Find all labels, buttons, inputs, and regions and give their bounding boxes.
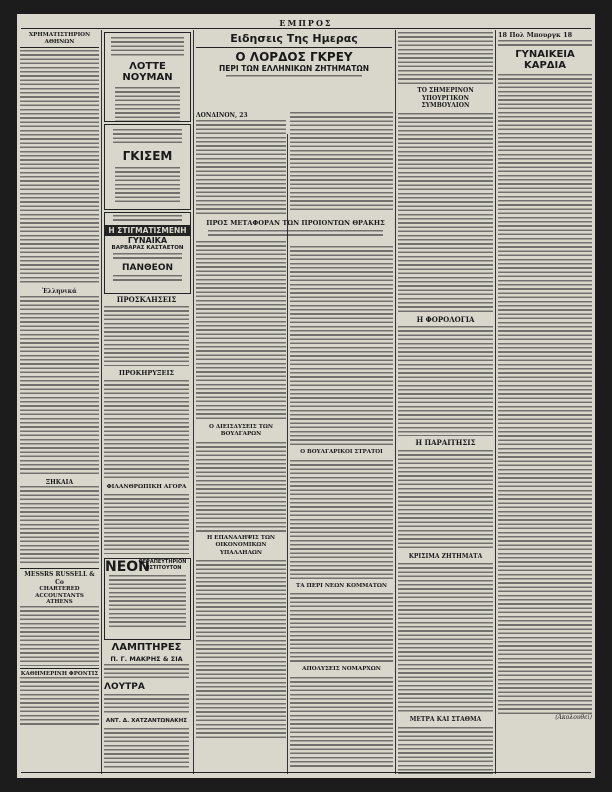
- ad-stigmatismeni: [104, 212, 191, 294]
- article-text: [398, 450, 493, 550]
- article-text: [196, 442, 286, 532]
- article-text: [290, 677, 393, 767]
- ad-gkisem: [104, 124, 191, 210]
- newspaper-name: ΕΜΠΡΟΣ: [279, 18, 333, 28]
- serial-text: [498, 74, 592, 714]
- pantheon-title: ΠΑΝΘΕΟΝ: [121, 263, 173, 273]
- politics-column: [398, 32, 493, 774]
- bottom-rule: [21, 772, 591, 773]
- ads-column: [104, 32, 191, 774]
- headline: Ο ΛΟΡΔΟΣ ΓΚΡΕΥ: [235, 50, 353, 64]
- serial-column: [498, 32, 592, 774]
- metra-heading: ΜΕΤΡΑ ΚΑΙ ΣΤΑΘΜΑ: [409, 716, 482, 723]
- neon-title: ΝΕΟΝ: [105, 559, 150, 575]
- footer-heading: ΚΑΘΗΜΕΡΙΝΗ ΦΡΟΝΤΙΣ: [20, 670, 99, 677]
- prokirykseis-heading: ΠΡΟΚΗΡΥΞΕΙΣ: [118, 369, 175, 377]
- article-text: [196, 241, 286, 421]
- column-divider: [101, 30, 102, 774]
- lamptires-firm: Π. Γ. ΜΑΚΡΗΣ & ΣΙΑ: [110, 655, 183, 663]
- xatzantonakis-title: ΑΝΤ. Δ. ΧΑΤΖΑΝΤΩΝΑΚΗΣ: [105, 718, 188, 724]
- article-text: [196, 120, 286, 215]
- ad-lotto: [104, 32, 191, 122]
- stock-heading: ΧΡΗΜΑΤΙΣΤΗΡΙΟΝ ΑΘΗΝΩΝ: [28, 32, 91, 45]
- article-text: [196, 560, 286, 740]
- article-text: [398, 326, 493, 436]
- stigmatismeni-author: ΒΑΡΒΑΡΑΣ ΚΑΣΤΑΕΤΟΝ: [111, 245, 184, 251]
- forologia-heading: Η ΦΟΡΟΛΟΓΙΑ: [416, 314, 475, 324]
- ad-text: [20, 606, 99, 666]
- serial-continued: (Ακολουθεί): [555, 713, 592, 721]
- ad-accountants: CHARTERED ACCOUNTANTS: [35, 586, 84, 599]
- article-text: [398, 563, 493, 713]
- article-text: [398, 113, 493, 313]
- lamptires-title: ΛΑΜΠΤΗΡΕΣ: [111, 642, 182, 653]
- stigmatismeni-subtitle: ΓΥΝΑΙΚΑ: [127, 236, 168, 245]
- lotto-title: ΛΟΤΤΕ ΝΟΥΜΑΝ: [122, 61, 173, 83]
- masthead-rule: [21, 28, 591, 29]
- center-left-column: [196, 112, 286, 774]
- page-number-right: 18: [563, 32, 573, 39]
- article-text: [20, 296, 99, 476]
- filanthropiki-heading: ΦΙΛΑΝΘΡΩΠΙΚΗ ΑΓΟΡΑ: [106, 484, 187, 490]
- loutra-title: ΛΟΥΤΡΑ: [104, 682, 145, 692]
- page-number: 18: [498, 32, 508, 39]
- serial-author: Πολ Μπουργκ: [509, 32, 561, 39]
- center-right-column: [290, 112, 393, 774]
- ad-russell: MESSRS RUSSELL & Co: [24, 571, 95, 586]
- paraitiseis-heading: Η ΠΑΡΑΙΤΗΣΙΣ: [415, 438, 476, 447]
- voulgarikoi-heading: Ο ΒΟΥΛΓΑΡΙΚΟΙ ΣΤΡΑΤΟΙ: [300, 449, 383, 455]
- kommata-heading: ΤΑ ΠΕΡΙ ΝΕΩΝ ΚΟΜΜΑΤΩΝ: [296, 582, 387, 589]
- section-heading: Ἑλληνικά: [42, 288, 77, 295]
- gkisem-title: ΓΚΙΣΕΜ: [122, 149, 173, 163]
- dieisdyseis-heading: Ο ΔΙΕΙΣΔΥΣΕΙΣ ΤΩΝ ΒΟΥΛΓΑΡΩΝ: [209, 423, 273, 437]
- article-text: [104, 380, 189, 480]
- article-text: [398, 727, 493, 775]
- article-text: [290, 460, 393, 580]
- nomarchon-heading: ΑΠΟΛΥΣΕΙΣ ΝΟΜΑΡΧΩΝ: [302, 666, 381, 672]
- proskliseis-heading: ΠΡΟΣΚΛΗΣΕΙΣ: [116, 295, 177, 304]
- section-title: Ειδησεις Της Ημερας: [230, 32, 358, 45]
- article-text: [104, 494, 189, 554]
- thrace-heading: ΠΡΟΣ ΜΕΤΑΦΟΡΑΝ ΤΩΝ ΠΡΟΪΟΝΤΩΝ ΘΡΑΚΗΣ: [206, 220, 385, 227]
- article-text: [20, 677, 99, 727]
- stigmatismeni-title: Η ΣΤΙΓΜΑΤΙΣΜΕΝΗ: [105, 225, 190, 236]
- epanalipseis-heading: Η ΕΠΑΝΑΛΗΨΙΣ ΤΩΝ ΟΙΚΟΝΟΜΙΚΩΝ ΥΠΑΛΛΗΛΩΝ: [206, 534, 276, 556]
- subheadline: ΠΕΡΙ ΤΩΝ ΕΛΛΗΝΙΚΩΝ ΖΗΤΗΜΑΤΩΝ: [219, 64, 369, 73]
- article-text: [290, 246, 393, 446]
- article-text: [290, 593, 393, 663]
- newspaper-page: [17, 14, 595, 778]
- today-heading: ΤΟ ΣΗΜΕΡΙΝΟΝ ΥΠΟΥΡΓΙΚΟΝ ΣΥΜΒΟΥΛΙΟΝ: [417, 87, 474, 109]
- krisima-heading: ΚΡΙΣΙΜΑ ΖΗΤΗΜΑΤΑ: [408, 552, 483, 560]
- column-divider: [495, 30, 496, 774]
- article-text: [104, 306, 189, 366]
- column-divider: [395, 30, 396, 774]
- article-text: [290, 112, 393, 210]
- ad-athens: ATHENS: [46, 599, 73, 605]
- ad-neon: [104, 558, 191, 640]
- article-text: [20, 486, 99, 566]
- column-divider: [193, 30, 194, 774]
- neon-subtitle: ΘΕΡΑΠΕΥΤΗΡΙΟΝ ΙΝΣΤΙΤΟΥΤΟΝ: [138, 559, 187, 571]
- stock-table-text: [20, 50, 99, 285]
- section-heading: ΞΗΚΑΙΑ: [45, 478, 74, 486]
- article-text: [398, 32, 493, 84]
- stock-column: [20, 32, 99, 774]
- dateline: ΛΟΝΔΙΝΟΝ, 23: [196, 112, 248, 119]
- serial-title: ΓΥΝΑΙΚΕΙΑ ΚΑΡΔΙΑ: [515, 48, 575, 71]
